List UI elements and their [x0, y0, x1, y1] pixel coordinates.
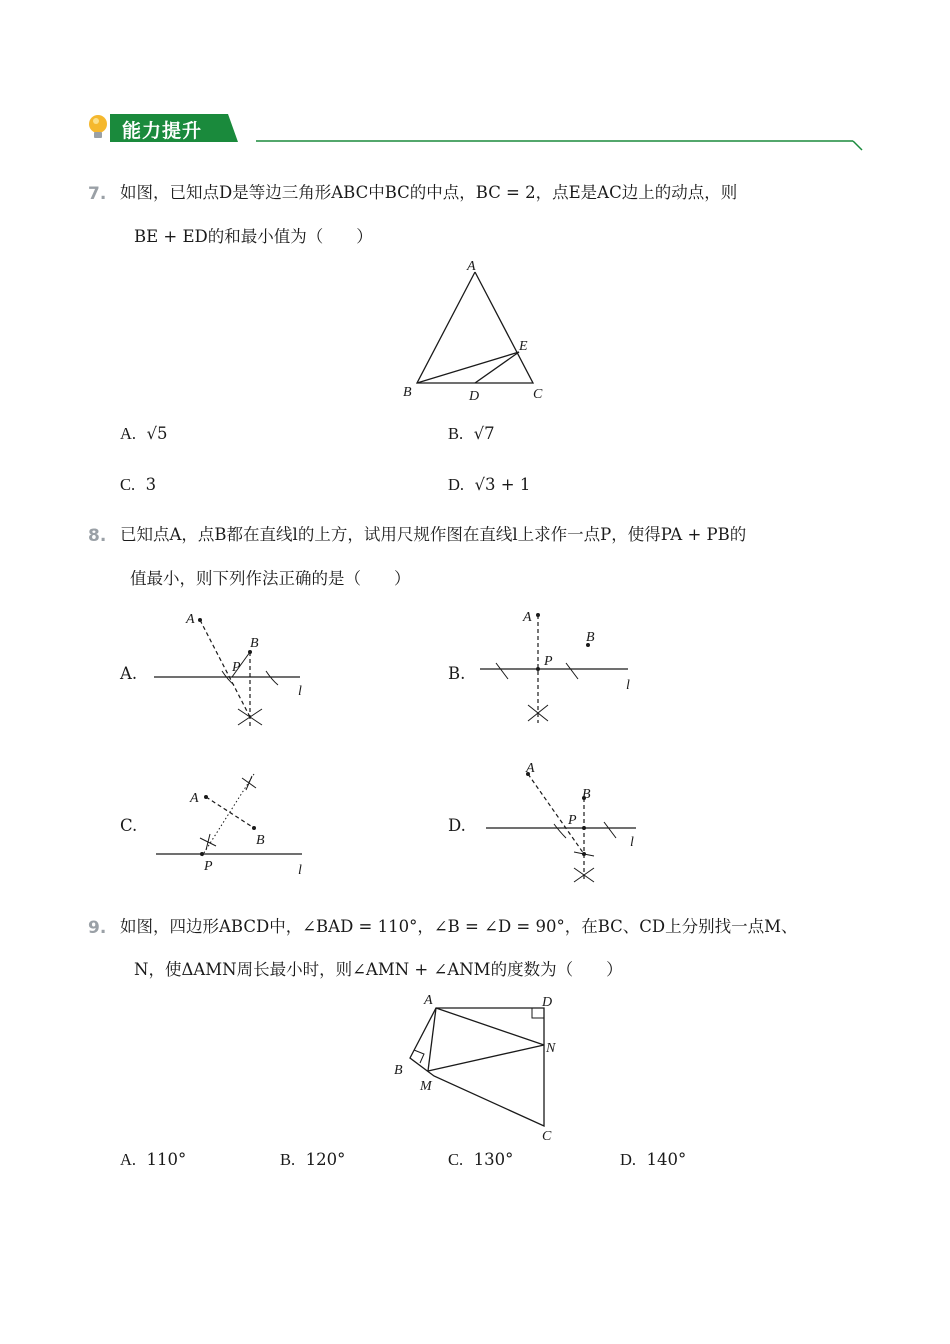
segment-BE — [417, 352, 519, 383]
q9-label-B: B — [394, 1063, 403, 1078]
q8d-label-A: A — [526, 761, 535, 776]
q9-option-c[interactable]: C. 130° — [448, 1150, 514, 1169]
q8-option-c[interactable]: C. — [120, 816, 138, 835]
q8a-label-A: A — [186, 612, 195, 627]
q7-text-line1: 如图，已知点D是等边三角形ABC中BC的中点，BC = 2，点E是AC边上的动点，则 — [120, 183, 738, 202]
q8-figure-d — [478, 756, 648, 886]
section-title: 能力提升 — [122, 120, 203, 142]
q8d-label-l: l — [630, 835, 634, 850]
q8b-label-P: P — [544, 654, 553, 669]
q9-label-C: C — [542, 1129, 552, 1144]
segment-AM — [428, 1008, 436, 1071]
q7-label-C: C — [533, 387, 543, 402]
q7-label-D: D — [469, 389, 480, 404]
q7-option-b[interactable]: B. √7 — [448, 424, 495, 443]
q8-option-d[interactable]: D. — [448, 816, 466, 835]
q8b-label-l: l — [626, 678, 630, 693]
q8a-label-B: B — [250, 636, 259, 651]
q9-option-d[interactable]: D. 140° — [620, 1150, 687, 1169]
q8c-label-l: l — [298, 863, 302, 878]
q8a-label-P: P — [232, 660, 241, 675]
q8a-label-l: l — [298, 684, 302, 699]
q7-text-line2: BE + ED的和最小值为（ ） — [134, 227, 373, 246]
q8-option-b[interactable]: B. — [448, 664, 466, 683]
segment-MN — [428, 1045, 544, 1071]
q8-figure-a — [150, 605, 310, 730]
q8-number: 8. — [88, 526, 107, 546]
banner-graphic — [88, 112, 868, 152]
q9-label-M: M — [420, 1079, 432, 1094]
q8-option-a[interactable]: A. — [120, 664, 138, 683]
q8b-label-B: B — [586, 630, 595, 645]
q7-label-A: A — [467, 259, 476, 274]
q9-number: 9. — [88, 918, 107, 938]
q7-label-B: B — [403, 385, 412, 400]
q8-text-line1: 已知点A，点B都在直线l的上方，试用尺规作图在直线l上求作一点P，使得PA + PB的 — [120, 525, 747, 544]
segment-AN — [436, 1008, 544, 1045]
q9-text-line2: N，使ΔAMN周长最小时，则∠AMN + ∠ANM的度数为（ ） — [134, 960, 623, 979]
q9-text-line1: 如图，四边形ABCD中，∠BAD = 110°，∠B = ∠D = 90°，在BC、CD上分别找一点M、 — [120, 917, 798, 936]
q7-option-a[interactable]: A. √5 — [120, 424, 168, 443]
q8c-label-P: P — [204, 859, 213, 874]
q8c-label-B: B — [256, 833, 265, 848]
quadrilateral-ABCD — [410, 1008, 544, 1126]
q8b-label-A: A — [523, 610, 532, 625]
q9-option-a[interactable]: A. 110° — [120, 1150, 187, 1169]
q9-label-A: A — [424, 993, 433, 1008]
lightbulb-icon — [89, 115, 107, 138]
q7-label-E: E — [519, 339, 528, 354]
q8d-label-B: B — [582, 787, 591, 802]
q8-figure-c — [150, 764, 310, 884]
q9-label-N: N — [546, 1041, 556, 1056]
q7-figure — [395, 258, 555, 406]
segment-DE — [475, 352, 519, 383]
q9-option-b[interactable]: B. 120° — [280, 1150, 346, 1169]
q9-label-D: D — [542, 995, 553, 1010]
q8-text-line2: 值最小，则下列作法正确的是（ ） — [130, 569, 411, 588]
q7-option-d[interactable]: D. √3 + 1 — [448, 475, 531, 494]
q8c-label-A: A — [190, 791, 199, 806]
q8-figure-b — [478, 605, 638, 730]
section-banner — [88, 112, 868, 152]
q7-number: 7. — [88, 184, 107, 204]
q9-figure — [390, 990, 570, 1144]
q7-option-c[interactable]: C. 3 — [120, 475, 157, 494]
triangle-ABC — [417, 272, 533, 383]
q8d-label-P: P — [568, 813, 577, 828]
